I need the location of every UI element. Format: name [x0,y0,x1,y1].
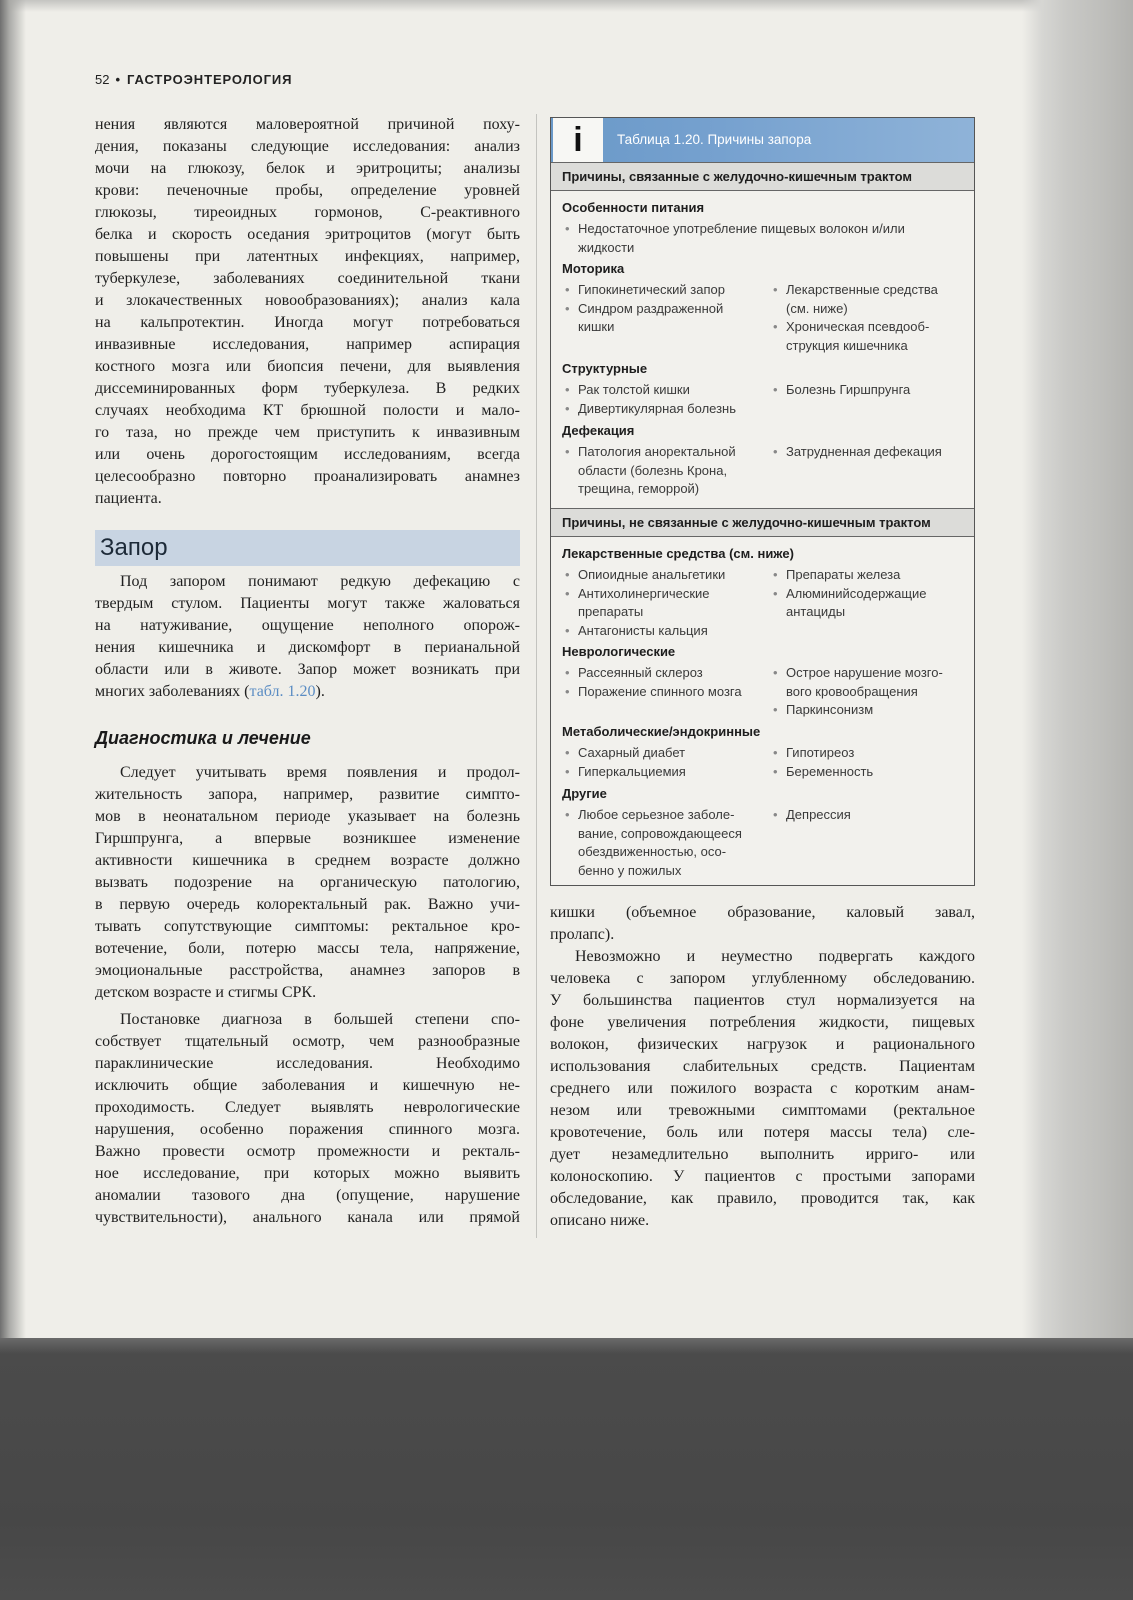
table-item-text: Хроническая псевдооб- струкция кишечника [786,319,930,353]
causes-table [550,117,975,886]
text-line: нения являются маловероятной причиной поху- [95,116,520,133]
bullet-icon: • [773,807,778,822]
bullet-icon: • [565,585,570,601]
text-line: костного мозга или биопсия печени, для выявления [95,358,520,375]
table-item-text: Затрудненная дефекация [786,444,942,459]
table-col-left [565,744,770,781]
table-col-right [773,744,971,781]
text-line: диссеминированных форм туберкулеза. В редких [95,380,520,397]
section-heading: Запор [100,534,168,561]
table-item-text: Гипокинетический запор [578,282,725,297]
text-line: туберкулезе, заболеваниях соединительной ткани [95,270,520,287]
text-line: нарушения, особенно поражения спинного мозга. [95,1121,520,1138]
table-item-text: Гиперкальциемия [578,763,686,779]
bullet-icon: • [565,444,570,459]
text-line: использования слабительных средств. Пациентам [550,1058,975,1075]
table-item-text: Любое серьезное заболе- вание, сопровождающееся обездвиженностью, осо- бенно у пожилых [578,807,742,878]
text-line: колоноскопию. У пациентов с простыми запорами [550,1168,975,1185]
text-line: пролапс). [550,926,615,943]
table-item-text: Беременность [786,763,874,779]
text-line: Под запором понимают редкую дефекацию с [120,573,520,590]
text-line: Невозможно и неуместно подвергать каждого [575,948,975,965]
running-header [95,72,292,88]
bullet-icon: • [565,221,570,236]
text-line: крови: печеночные пробы, определение уровней [95,182,520,199]
text-line: нения кишечника и дискомфорт в перианальной [95,639,520,656]
text-line: описано ниже. [550,1212,650,1229]
table-list-item [773,566,971,585]
table-list-item [773,763,971,782]
table-group-metabolic [551,722,974,779]
text-line: активности кишечника в среднем возрасте должно [95,852,520,869]
table-group-title: Другие [562,786,607,801]
text-line: дует незамедлительно выполнить ирриго- или [550,1146,975,1163]
bullet-icon: • [565,745,570,760]
text-line: Важно провести осмотр промежности и ректаль- [95,1143,520,1160]
text-line: обследование, как правило, проводится так, как [550,1190,975,1207]
table-group-other [551,784,974,878]
table-col-right [773,281,971,355]
bullet-icon: • [565,622,570,638]
bullet-icon: • [565,382,570,397]
text-line: параклинические исследования. Необходимо [95,1055,520,1072]
subsection-heading: Диагностика и лечение [95,728,311,748]
paragraph-definition [95,571,520,703]
text-line: жительность запора, например, развитие симпто- [95,786,520,803]
bullet-icon: • [773,585,778,601]
text-line: детском возрасте и стигмы СРК. [95,984,317,1001]
table-list-item [773,664,971,701]
text-line: на натуживание, ощущение неполного опорож- [95,617,520,634]
table-list-item [565,400,770,419]
table-col-right [773,443,971,462]
table-list-item [565,744,770,763]
table-item-text: Болезнь Гиршпрунга [786,382,911,397]
bullet-icon: • [565,282,570,297]
paragraph-continued [550,902,975,946]
bullet-icon: • [565,400,570,416]
bullet-icon: • [773,567,778,582]
paragraph-examination [95,1009,520,1229]
bullet-icon: • [565,300,570,316]
bullet-icon: • [565,683,570,699]
table-col-left [565,806,770,880]
table-item-text: Дивертикулярная болезнь [578,400,737,416]
text-line: ное исследование, при которых можно выявить [95,1165,520,1182]
text-line: вызвать подозрение на органическую патологию, [95,874,520,891]
table-item-text: Опиоидные анальгетики [578,567,726,582]
table-col-right [773,806,971,825]
table-list-item [565,566,770,585]
table-list-item [565,622,770,641]
table-group-title: Метаболические/эндокринные [562,724,761,739]
table-list-item [773,381,971,400]
table-col-right [773,381,971,400]
table-list-item [565,220,970,257]
table-group-title: Структурные [562,361,648,376]
text-line: пациента. [95,490,162,507]
table-group-defecation [551,421,974,496]
bullet-icon: • [565,567,570,582]
table-list-item [773,701,971,720]
text-line: белка и скорость оседания эритроцитов (могут быть [95,226,520,243]
table-item-text: Рак толстой кишки [578,382,690,397]
text-line: проходимость. Следует выявлять неврологические [95,1099,520,1116]
table-list-item [773,318,971,355]
table-list-item [565,281,770,300]
text-line: Гиршпрунга, а впервые возникшее изменение [95,830,520,847]
table-list-item [565,664,770,683]
paragraph-continued [95,114,520,510]
bullet-icon: • [773,702,778,717]
table-item-text: Лекарственные средства (см. ниже) [786,282,938,316]
scan-margin-right [1022,0,1133,1340]
table-list-item [565,300,770,337]
table-item-text: Поражение спинного мозга [578,683,742,699]
table-item-text: Рассеянный склероз [578,665,703,680]
table-item-text: Гипотиреоз [786,745,855,760]
bullet-icon: • [565,763,570,779]
text-line: целесообразно повторно проанализировать анамнез [95,468,520,485]
text-line: незом или тревожными симптомами (ректальное [550,1102,975,1119]
text-line [95,681,520,703]
scan-shadow-left [0,0,26,1340]
text-line: кишки (объемное образование, каловый завал, [550,904,975,921]
table-group-drugs [551,544,974,638]
table-item-text: Острое нарушение мозго- вого кровообращения [786,665,943,699]
text-line: фоне увеличения потребления жидкости, пищевых [550,1014,975,1031]
table-group-motility [551,259,974,353]
text-line: го таза, но прежде чем приступить к инвазивным [95,424,520,441]
table-list-item [773,744,971,763]
table-list-item [565,443,770,499]
bullet-icon: • [565,665,570,680]
bullet-icon: • [773,282,778,297]
info-icon-glyph: i [573,121,583,159]
table-item-text: Недостаточное употребление пищевых волокон и/или жидкости [578,221,905,255]
text-line: исключить общие заболевания и кишечную не- [95,1077,520,1094]
table-item-text: Депрессия [786,807,851,822]
text-line: среднего или пожилого возраста с коротким анам- [550,1080,975,1097]
text-line: области или в животе. Запор может возникать при [95,661,520,678]
table-header [551,118,974,162]
table-list-item [565,585,770,622]
table-title: Таблица 1.20. Причины запора [617,132,812,147]
table-group-structural [551,359,974,416]
column-divider [536,114,537,1238]
table-item-text: Алюминийсодержащие антациды [786,585,927,619]
text-line: мочи на глюкозу, белок и эритроциты; анализы [95,160,520,177]
text-line: Следует учитывать время появления и продол- [120,764,520,781]
text-line: Постановке диагноза в большей степени спо- [120,1011,520,1028]
table-group-neurological [551,642,974,717]
scanner-background-bottom [0,1338,1133,1600]
paragraph-management [550,946,975,1232]
table-item-text: Антагонисты кальция [578,622,708,638]
table-item-text: Антихолинергические препараты [578,585,710,619]
table-col-left [565,281,770,337]
bullet-icon: • [773,763,778,779]
table-col-left [565,381,770,418]
text-line: собствует тщательный осмотр, чем разнообразные [95,1033,520,1050]
table-list-item [773,585,971,622]
table-col-left [565,664,770,701]
text-line: тывать сопутствующие симптомы: ректальное кро- [95,918,520,935]
table-col-right [773,664,971,720]
table-item-text: Патология аноректальной области (болезнь Крона, трещина, геморрой) [578,444,736,496]
table-list-item [773,806,971,825]
text-line: мов в неонатальном периоде указывает на болезнь [95,808,520,825]
table-group-title: Особенности питания [562,200,705,215]
header-separator: • [115,72,121,87]
text-line: на кальпротектин. Иногда могут потребоваться [95,314,520,331]
table-group-title: Лекарственные средства (см. ниже) [562,546,794,561]
table-group-title: Дефекация [562,423,635,438]
table-list-item [565,683,770,702]
text-line: волокон, физических нагрузок и рационального [550,1036,975,1053]
table-list-item [565,806,770,880]
bullet-icon: • [773,745,778,760]
table-item-text: Синдром раздраженной кишки [578,300,724,334]
text-line: аномалии тазового дна (опущение, нарушение [95,1187,520,1204]
table-group-title: Моторика [562,261,625,276]
table-group-title: Неврологические [562,644,676,659]
table-item-text: Препараты железа [786,567,901,582]
bullet-icon: • [773,319,778,334]
table-col-left [565,220,970,257]
text-line: в первую очередь колоректальный рак. Важно учи- [95,896,520,913]
page-number: 52 [95,72,110,87]
table-col-left [565,566,770,640]
table-col-left [565,443,770,499]
text-fragment: ). [315,683,325,700]
text-line: кровотечение, боль или потеря массы тела) сле- [550,1124,975,1141]
text-fragment: многих заболеваниях ( [95,683,250,700]
paragraph-diagnosis [95,762,520,1004]
section-heading-band [95,530,520,566]
text-line: случаях необходима КТ брюшной полости и мало- [95,402,520,419]
text-line: вотечение, боли, потерю массы тела, напряжение, [95,940,520,957]
table-group-diet [551,198,974,257]
text-line: У большинства пациентов стул нормализуется на [550,992,975,1009]
table-list-item [565,763,770,782]
table-section-heading: Причины, связанные с желудочно-кишечным трактом [551,162,974,191]
text-line: человека с запором углубленному обследованию. [550,970,975,987]
text-line: инвазивные исследования, например аспирация [95,336,520,353]
text-line: чувствительности), анального канала или прямой [95,1209,520,1226]
bullet-icon: • [565,807,570,822]
text-line: или очень дорогостоящим исследованиям, всегда [95,446,520,463]
table-col-right [773,566,971,622]
bullet-icon: • [773,665,778,680]
text-line: повышены при латентных инфекциях, например, [95,248,520,265]
table-reference: табл. 1.20 [249,683,316,700]
table-item-text: Сахарный диабет [578,745,686,760]
text-line: глюкозы, тиреоидных гормонов, С-реактивного [95,204,520,221]
bullet-icon: • [773,382,778,397]
text-line: твердым стулом. Пациенты могут также жаловаться [95,595,520,612]
chapter-title: ГАСТРОЭНТЕРОЛОГИЯ [127,72,293,87]
table-list-item [773,281,971,318]
bullet-icon: • [773,444,778,459]
text-line: и злокачественных новообразованиях); анализ кала [95,292,520,309]
scan-shadow-top [0,0,1133,12]
table-list-item [565,381,770,400]
paragraph-lines [95,571,520,681]
table-list-item [773,443,971,462]
info-icon [553,118,603,162]
table-item-text: Паркинсонизм [786,702,874,717]
table-section-heading: Причины, не связанные с желудочно-кишечным трактом [551,508,974,537]
text-line: дения, показаны следующие исследования: анализ [95,138,520,155]
text-line: эмоциональные расстройства, анамнез запоров в [95,962,520,979]
